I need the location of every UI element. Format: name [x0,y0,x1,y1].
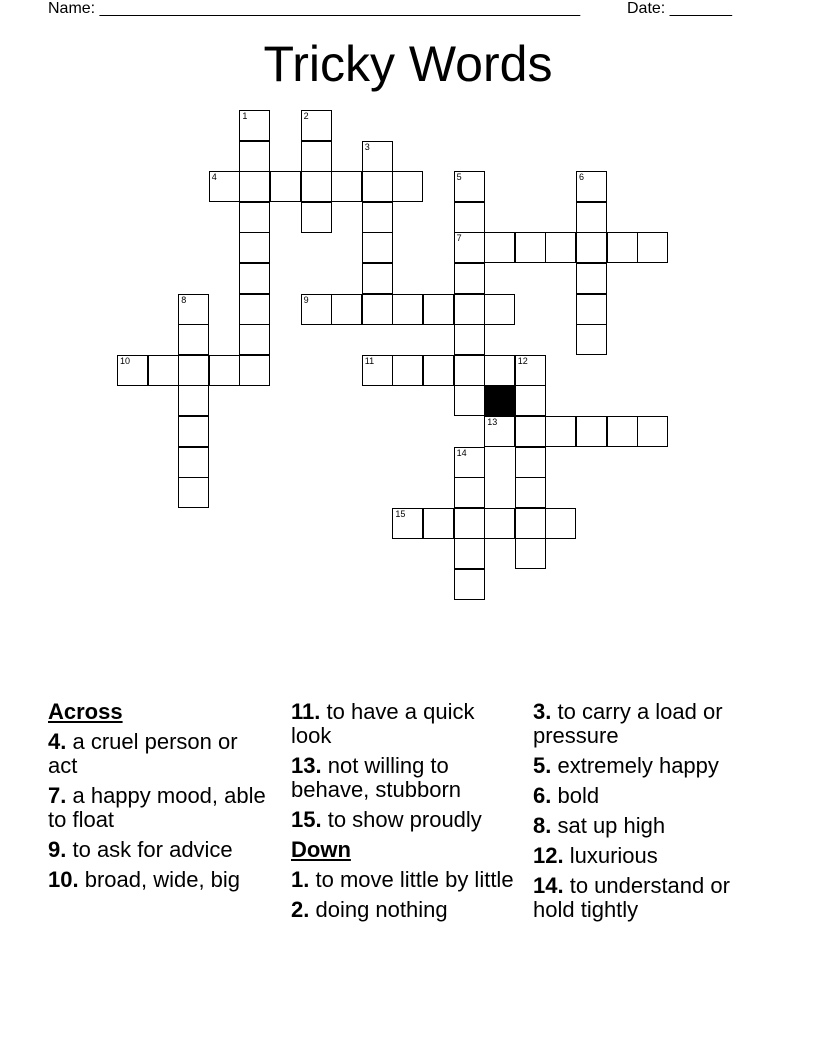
clue-number: 11 [364,355,375,366]
grid-cell[interactable] [637,232,668,263]
grid-cell[interactable] [637,416,668,447]
grid-cell[interactable] [576,232,607,263]
grid-cell[interactable] [362,141,393,172]
grid-cell[interactable] [484,416,515,447]
grid-cell[interactable] [454,508,485,539]
clue-number: 14 [456,447,467,458]
grid-cell[interactable] [362,263,393,294]
grid-cell[interactable] [178,416,209,447]
clue-column-3 [533,700,758,928]
grid-cell[interactable] [454,477,485,508]
grid-cell[interactable] [454,232,485,263]
clue-number: 10 [120,355,131,366]
grid-cell[interactable] [515,508,546,539]
grid-cell[interactable] [239,141,270,172]
grid-cell[interactable] [515,385,546,416]
grid-cell[interactable] [576,416,607,447]
grid-cell[interactable] [331,171,362,202]
grid-cell[interactable] [515,232,546,263]
grid-cell[interactable] [545,416,576,447]
grid-cell[interactable] [454,385,485,416]
grid-cell[interactable] [301,141,332,172]
grid-cell[interactable] [454,294,485,325]
grid-cell[interactable] [178,324,209,355]
grid-cell[interactable] [178,294,209,325]
grid-cell[interactable] [301,294,332,325]
clue-number: 15 [395,508,406,519]
clue-down-12: 12. luxurious [533,843,658,868]
down-heading: Down [291,837,351,862]
grid-cell[interactable] [178,355,209,386]
grid-cell[interactable] [576,202,607,233]
grid-cell[interactable] [239,232,270,263]
grid-cell[interactable] [454,355,485,386]
grid-cell[interactable] [454,569,485,600]
clue-across-7: 7. a happy mood, able to float [48,783,266,832]
clue-number: 7 [456,233,462,244]
clue-down-8: 8. sat up high [533,813,666,838]
grid-cell[interactable] [362,294,393,325]
clue-across-15: 15. to show proudly [291,807,482,832]
clue-down-14: 14. to understand or hold tightly [533,873,730,922]
name-field[interactable]: Name: ______________________________________________________ [48,0,581,17]
clue-number: 3 [364,141,370,152]
grid-cell[interactable] [117,355,148,386]
grid-cell[interactable] [392,294,423,325]
grid-cell[interactable] [515,416,546,447]
grid-cell[interactable] [362,355,393,386]
clue-across-13: 13. not willing to behave, stubborn [291,753,462,802]
grid-cell[interactable] [209,171,240,202]
grid-cell[interactable] [607,232,638,263]
grid-cell[interactable] [576,294,607,325]
grid-cell[interactable] [576,324,607,355]
clue-number: 2 [303,111,309,121]
grid-cell[interactable] [301,171,332,202]
clue-across-4: 4. a cruel person or act [48,729,238,778]
grid-cell[interactable] [484,355,515,386]
clue-list [48,700,738,960]
grid-cell[interactable] [454,538,485,569]
clue-column-1 [48,700,273,898]
grid-cell[interactable] [545,508,576,539]
clue-column-2 [291,700,516,928]
grid-cell[interactable] [454,447,485,478]
grid-cell[interactable] [515,355,546,386]
grid-cell[interactable] [515,447,546,478]
grid-cell[interactable] [515,538,546,569]
grid-cell[interactable] [423,294,454,325]
grid-cell[interactable] [607,416,638,447]
clue-down-5: 5. extremely happy [533,753,719,778]
clue-number: 5 [456,172,462,183]
grid-cell[interactable] [178,447,209,478]
grid-cell[interactable] [301,110,332,141]
grid-cell[interactable] [545,232,576,263]
grid-cell[interactable] [392,508,423,539]
grid-cell[interactable] [239,171,270,202]
page-title: Tricky Words [263,36,553,92]
grid-cell[interactable] [362,171,393,202]
clue-down-1: 1. to move little by little [291,867,514,892]
clue-down-6: 6. bold [533,783,600,808]
grid-cell[interactable] [148,355,179,386]
grid-cell[interactable] [576,263,607,294]
grid-cell[interactable] [484,508,515,539]
clue-number: 9 [303,294,309,305]
grid-cell[interactable] [239,263,270,294]
grid-cell[interactable] [454,171,485,202]
clue-down-3: 3. to carry a load or pressure [533,699,723,748]
clue-number: 1 [242,111,248,121]
grid-cell[interactable] [178,385,209,416]
grid-cell[interactable] [301,202,332,233]
date-field[interactable]: Date: _______ [627,0,732,17]
grid-cell[interactable] [423,355,454,386]
grid-cell[interactable] [178,477,209,508]
clue-number: 12 [517,355,528,366]
grid-cell[interactable] [270,171,301,202]
grid-cell[interactable] [515,477,546,508]
grid-cell[interactable] [239,355,270,386]
grid-cell[interactable] [576,171,607,202]
grid-cell[interactable] [423,508,454,539]
grid-cell[interactable] [392,355,423,386]
clue-number: 6 [579,172,585,183]
grid-cell[interactable] [454,202,485,233]
clue-across-10: 10. broad, wide, big [48,867,241,892]
clue-across-11: 11. to have a quick look [291,699,475,748]
clue-number: 8 [181,294,187,305]
grid-cell[interactable] [392,171,423,202]
grid-cell[interactable] [454,263,485,294]
grid-cell[interactable] [239,110,270,141]
grid-cell[interactable] [239,294,270,325]
grid-cell[interactable] [239,202,270,233]
blocked-cell [484,385,515,416]
clue-number: 13 [487,417,498,427]
grid-cell[interactable] [362,232,393,263]
grid-cell[interactable] [239,324,270,355]
grid-cell[interactable] [484,232,515,263]
clue-number: 4 [211,172,217,183]
grid-cell[interactable] [331,294,362,325]
grid-cell[interactable] [209,355,240,386]
clue-across-9: 9. to ask for advice [48,837,233,862]
across-heading: Across [48,699,123,724]
clue-down-2: 2. doing nothing [291,897,448,922]
grid-cell[interactable] [362,202,393,233]
grid-cell[interactable] [454,324,485,355]
grid-cell[interactable] [484,294,515,325]
